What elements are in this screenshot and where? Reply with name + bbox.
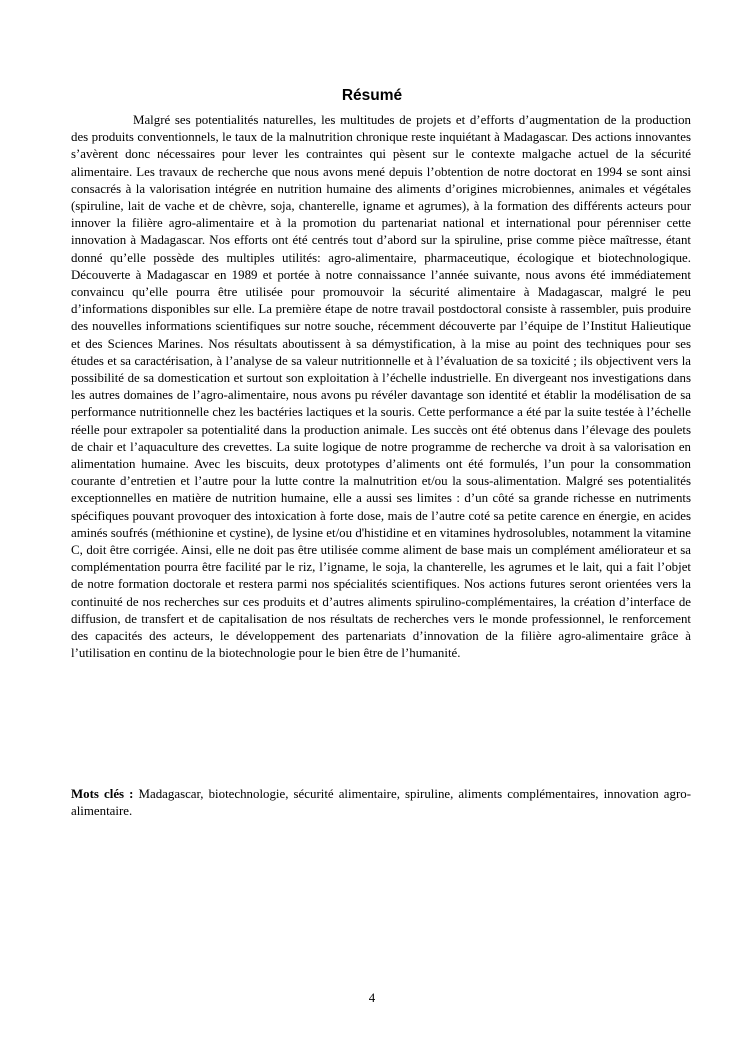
page-title: Résumé bbox=[341, 87, 403, 104]
page-number: 4 bbox=[368, 991, 376, 1005]
keywords-label: Mots clés : bbox=[71, 787, 134, 801]
keywords-list: Madagascar, biotechnologie, sécurité alimentaire, spiruline, aliments complémentaires, innovation agro-alimentaire. bbox=[71, 787, 691, 819]
abstract-paragraph: Malgré ses potentialités naturelles, les multitudes de projets et d’efforts d’augmentation de la production des produits conventionnels, le taux de la malnutrition chronique reste inquiétant à Madagascar. Des actions innovantes s’avèrent donc nécessaires pour lever les contraintes qui pèsent sur le contexte malgache actuel de la sécurité alimentaire. Les travaux de recherche que nous avons mené depuis l’obtention de notre doctorat en 1994 se sont ainsi consacrés à la valorisation intégrée en nutrition humaine des aliments d’origines microbiennes, animales et végétales (spiruline, lait de vache et de chèvre, soja, chanterelle, igname et agrumes), à la formation des différents acteurs pour innover la filière agro-alimentaire et à la promotion du partenariat national et international pour pérenniser cette innovation à Madagascar. Nos efforts ont été centrés tout d’abord sur la spiruline, prise comme pièce maîtresse, étant donné qu’elle possède des multiples utilités: agro-alimentaire, pharmaceutique, écologique et biotechnologique. Découverte à Madagascar en 1989 et portée à notre connaissance l’année suivante, nous avons été immédiatement convaincu qu’elle pourra être utilisée pour promouvoir la sécurité alimentaire à Madagascar, malgré le peu d’informations disponibles sur elle. La première étape de notre travail postdoctoral consiste à rassembler, puis produire des nouvelles informations scientifiques sur notre souche, récemment découverte par l’équipe de l’Institut Halieutique et des Sciences Marines. Nos résultats aboutissent à sa démystification, à la mise au point des techniques pour ses études et sa caractérisation, à l’analyse de sa valeur nutritionnelle et à l’évaluation de sa toxicité ; ils objectivent vers la possibilité de sa domestication et surtout son exploitation à l’échelle industrielle. En divergeant nos investigations dans les autres domaines de l’agro-alimentaire, nous avons pu révéler davantage son identité et établir la modélisation de sa performance nutritionnelle chez les bactéries lactiques et la souris. Cette performance a été par la suite testée à l’échelle réelle pour extrapoler sa potentialité dans la production animale. Les succès ont été obtenus dans l’élevage des poulets de chair et l’aquaculture des crevettes. La suite logique de notre programme de recherche va droit à sa valorisation en alimentation humaine. Avec les biscuits, deux prototypes d’aliments ont été formulés, l’un pour la consommation courante d’entretien et l’autre pour la lutte contre la malnutrition et/ou la sous-alimentation. Malgré ses potentialités exceptionnelles en matière de nutrition humaine, elle a aussi ses limites : d’un côté sa grande richesse en nutriments spécifiques pouvant provoquer des intoxication à forte dose, mais de l’autre coté sa petite carence en énergie, en acides aminés soufrés (méthionine et cystine), de lysine et/ou d'histidine et en vitamines hydrosolubles, notamment la vitamine C, doit être corrigée. Ainsi, elle ne doit pas être utilisée comme aliment de base mais un complément améliorateur et sa complémentation pourra être facilité par le riz, l’igname, le soja, la chanterelle, les agrumes et le lait, qui a fait l’objet de notre formation doctorale et restera parmi nos spécialités scientifiques. Nos actions futures seront orientées vers la continuité de nos recherches sur ces produits et d’autres aliments spirulino-complémentaires, la création d’interface de diffusion, de transfert et de capitalisation de nos résultats de recherches vers le monde professionnel, le renforcement des capacités des acteurs, le développement des partenariats d’innovation de la filière agro-alimentaire grâce à l’utilisation en continu de la biotechnologie pour le bien être de l’humanité. bbox=[71, 113, 691, 661]
keywords-paragraph bbox=[71, 786, 691, 820]
